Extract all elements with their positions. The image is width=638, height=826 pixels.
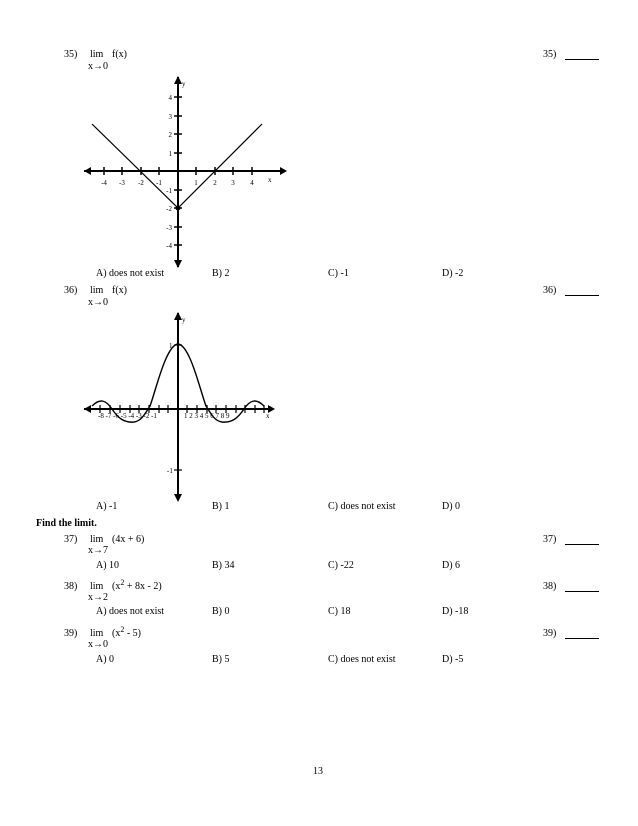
x-axis-tick-labels-negative: -8 -7 -6 -5 -4 -3 -2 -1 [98, 412, 157, 420]
choice-b[interactable]: B) 34 [212, 560, 235, 571]
graph-q36 [82, 308, 282, 504]
y-axis-arrow-up [174, 76, 182, 84]
choice-a[interactable]: A) does not exist [96, 268, 165, 279]
limit-subscript: x→0 [88, 639, 108, 650]
svg-text:4: 4 [250, 179, 254, 187]
y-axis-arrow-up [174, 312, 182, 320]
answer-blank[interactable] [565, 638, 599, 639]
svg-text:-3: -3 [166, 224, 172, 232]
choice-b[interactable]: B) 5 [212, 654, 230, 665]
answer-number: 39) [543, 628, 557, 639]
limit-subscript: x→0 [88, 61, 108, 72]
limit-word: lim [90, 49, 104, 60]
x-axis-label: x [266, 412, 270, 420]
svg-text:3: 3 [231, 179, 235, 187]
svg-text:2: 2 [213, 179, 217, 187]
y-axis-arrow-down [174, 260, 182, 268]
choice-a[interactable]: A) 0 [96, 654, 115, 665]
limit-expression: $(x^2 - 5)$ [112, 625, 142, 639]
answer-number: 37) [543, 534, 557, 545]
answer-blank[interactable] [565, 59, 599, 60]
page-number: 13 [313, 766, 323, 777]
svg-text:-3: -3 [119, 179, 125, 187]
y-axis-arrow-down [174, 494, 182, 502]
svg-text:-2: -2 [138, 179, 144, 187]
limit-subscript: x→7 [88, 545, 108, 556]
svg-text:-2: -2 [166, 205, 172, 213]
x-axis-label: x [268, 176, 272, 184]
svg-text:1: 1 [194, 179, 198, 187]
limit-word: lim [90, 534, 104, 545]
svg-text:4: 4 [168, 94, 172, 102]
answer-blank[interactable] [565, 544, 599, 545]
limit-subscript: x→2 [88, 592, 108, 603]
limit-subscript: x→0 [88, 297, 108, 308]
svg-text:3: 3 [168, 113, 172, 121]
choice-d[interactable]: D) 6 [442, 560, 461, 571]
choice-d[interactable]: D) -18 [442, 606, 469, 617]
choice-d[interactable]: D) 0 [442, 501, 461, 512]
choice-a[interactable]: A) does not exist [96, 606, 165, 617]
y-tick-label-bottom: -1 [167, 467, 173, 475]
choice-c[interactable]: C) -1 [328, 268, 349, 279]
answer-blank[interactable] [565, 591, 599, 592]
svg-text:-4: -4 [101, 179, 107, 187]
question-number: 36) [64, 285, 78, 296]
vertex-point [176, 206, 181, 211]
choice-c[interactable]: C) -22 [328, 560, 354, 571]
question-number: 37) [64, 534, 78, 545]
question-number: 35) [64, 49, 78, 60]
x-axis-arrow-left [84, 167, 91, 175]
choice-c[interactable]: C) 18 [328, 606, 351, 617]
choice-b[interactable]: B) 2 [212, 268, 230, 279]
limit-word: lim [90, 285, 104, 296]
section-heading: Find the limit. [36, 518, 97, 529]
choice-c[interactable]: C) does not exist [328, 501, 396, 512]
answer-blank[interactable] [565, 295, 599, 296]
question-number: 39) [64, 628, 78, 639]
answer-number: 35) [543, 49, 557, 60]
limit-word: lim [90, 628, 104, 639]
svg-text:-1: -1 [156, 179, 162, 187]
choice-c[interactable]: C) does not exist [328, 654, 396, 665]
answer-number: 38) [543, 581, 557, 592]
limit-expression: f(x) [112, 49, 127, 60]
svg-text:-1: -1 [166, 187, 172, 195]
choice-a[interactable]: A) 10 [96, 560, 120, 571]
y-axis-label: y [182, 80, 186, 88]
y-axis-label: y [182, 316, 186, 324]
y-tick-label-top: 1 [169, 342, 173, 350]
limit-expression: $(x^2 + 8x - 2)$ [112, 578, 162, 592]
choice-d[interactable]: D) -2 [442, 268, 464, 279]
choice-d[interactable]: D) -5 [442, 654, 464, 665]
choice-b[interactable]: B) 0 [212, 606, 230, 617]
x-axis-arrow-left [84, 405, 91, 413]
choice-a[interactable]: A) -1 [96, 501, 118, 512]
x-axis-arrow-right [280, 167, 287, 175]
svg-text:1: 1 [168, 150, 172, 158]
limit-expression: (4x + 6) [112, 534, 145, 545]
limit-word: lim [90, 581, 104, 592]
x-axis-tick-labels-positive: 1 2 3 4 5 6 7 8 9 [184, 412, 230, 420]
limit-expression: f(x) [112, 285, 127, 296]
answer-number: 36) [543, 285, 557, 296]
graph-q35 [82, 72, 292, 272]
svg-text:-4: -4 [166, 242, 172, 250]
choice-b[interactable]: B) 1 [212, 501, 230, 512]
question-number: 38) [64, 581, 78, 592]
svg-text:2: 2 [168, 131, 172, 139]
